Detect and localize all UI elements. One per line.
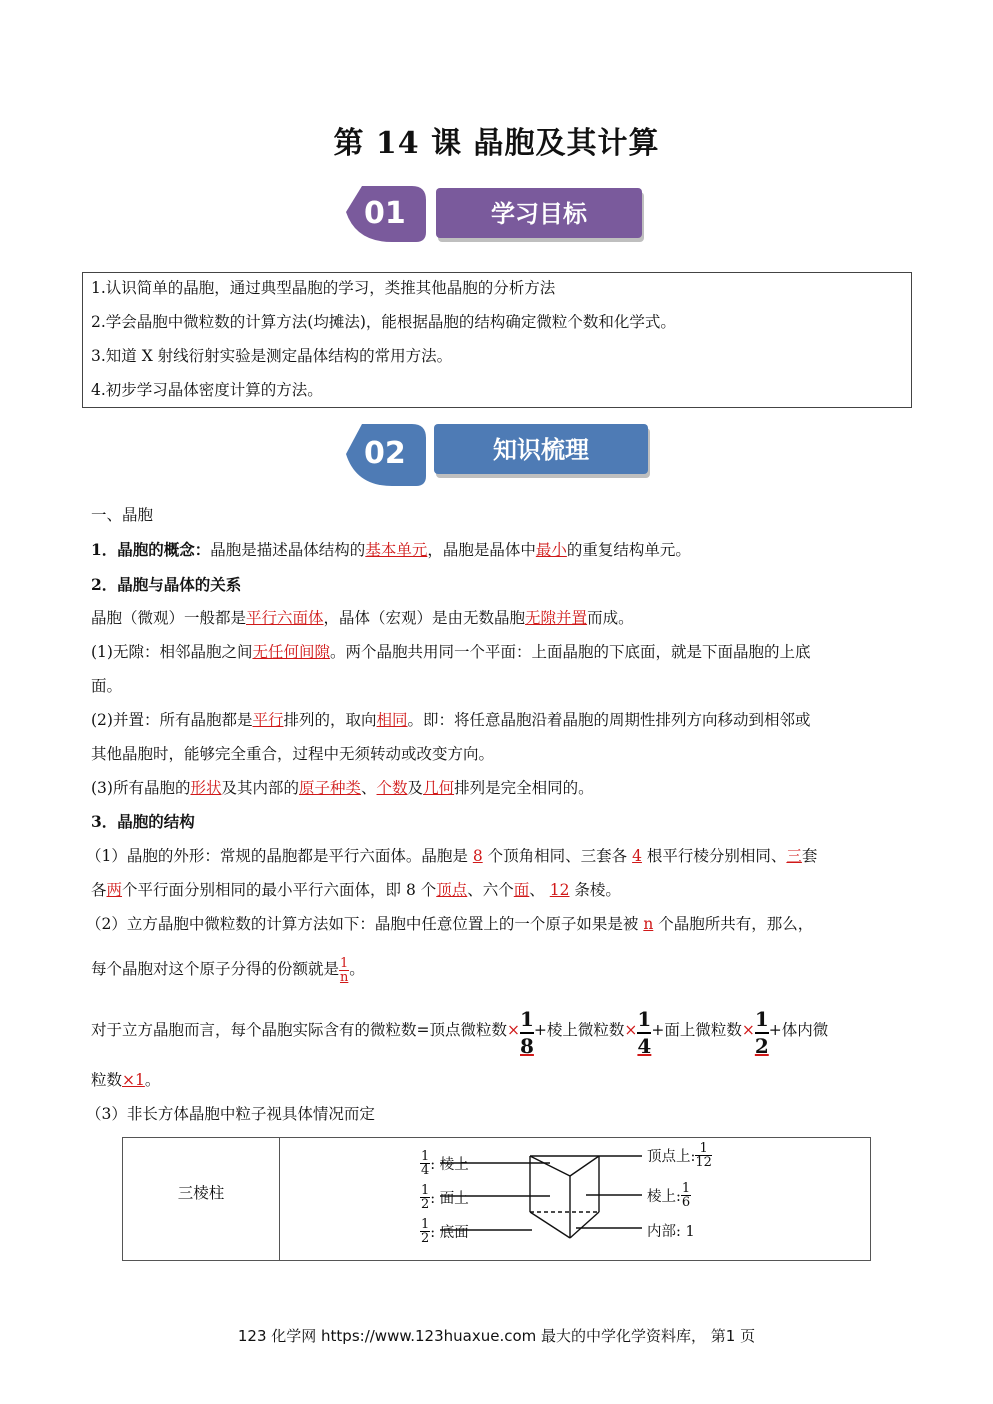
text: 对于立方晶胞而言，每个晶胞实际含有的微粒数=顶点微粒数 (91, 1021, 507, 1039)
fraction-1-over-n (339, 957, 349, 984)
text: 各 (91, 881, 107, 899)
fraction-numerator: 1 (755, 1006, 769, 1034)
answer-vertices: 顶点 (436, 881, 468, 899)
text: 个晶胞所共有，那么， (658, 915, 814, 933)
badge-02-number: 02 (364, 436, 406, 471)
answer-4: 4 (632, 847, 642, 865)
para-shape-cont (91, 880, 621, 900)
badge-02-label: 知识梳理 (493, 436, 589, 464)
fraction-1-over-4 (637, 1006, 651, 1058)
para-formula-cont (91, 1070, 160, 1090)
fraction-numerator: 1 (520, 1006, 534, 1034)
answer-two: 两 (106, 881, 123, 899)
text: 晶胞是描述晶体结构的 (210, 541, 366, 559)
para-relation (91, 608, 634, 628)
text: 、 (361, 779, 377, 797)
heading-relation: 2．晶胞与晶体的关系 (91, 575, 242, 594)
label-face-half (420, 1184, 469, 1211)
answer-n: n (643, 915, 654, 933)
label-base-half (420, 1218, 469, 1245)
fraction-denominator: 2 (421, 1231, 430, 1246)
text: 的重复结构单元。 (566, 541, 691, 559)
fraction-denominator: 4 (637, 1034, 652, 1058)
triangular-prism-diagram (280, 1138, 870, 1260)
answer-faces: 面 (513, 881, 530, 899)
times-sign: × (741, 1021, 755, 1039)
text: 及其内部的 (221, 779, 299, 797)
text: +体内微 (768, 1021, 829, 1039)
answer-parallelepiped: 平行六面体 (246, 609, 324, 627)
text: 、 (529, 881, 545, 899)
goal-1: 1.认识简单的晶胞，通过典型晶胞的学习，类推其他晶胞的分析方法 (91, 279, 556, 297)
fraction-1-over-2 (755, 1006, 769, 1058)
heading-unit-cell: 一、晶胞 (91, 506, 154, 524)
badge-01-number: 01 (364, 196, 406, 231)
fraction (420, 1184, 430, 1211)
goal-2: 2.学会晶胞中微粒数的计算方法(均摊法)，能根据晶胞的结构确定微粒个数和化学式。 (91, 313, 676, 331)
label-text: : 棱上 (430, 1157, 469, 1173)
para-identical (91, 778, 594, 798)
fraction (420, 1150, 430, 1177)
fraction (695, 1142, 712, 1169)
answer-same: 相同 (376, 711, 408, 729)
text: ，晶体（宏观）是由无数晶胞 (323, 609, 526, 627)
text: 。 (349, 960, 365, 978)
times-sign: × (507, 1021, 520, 1039)
text: 而成。 (587, 609, 634, 627)
fraction-denominator: 2 (754, 1034, 769, 1058)
text: ，晶胞是晶体中 (427, 541, 536, 559)
label-interior (647, 1220, 695, 1241)
goal-4: 4.初步学习晶体密度计算的方法。 (91, 381, 323, 399)
answer-basic-unit: 基本单元 (365, 541, 428, 559)
answer-three: 三 (786, 847, 802, 865)
label-edge-quarter (420, 1150, 469, 1177)
label-text: 内部: 1 (647, 1224, 695, 1240)
answer-12: 12 (549, 881, 570, 899)
para-shape (86, 846, 817, 866)
text: 。 (144, 1071, 161, 1089)
text: 晶胞（微观）一般都是 (91, 609, 247, 627)
text: （2）立方晶胞中微粒数的计算方法如下：晶胞中任意位置上的一个原子如果是被 (86, 915, 639, 933)
fraction-numerator: 1 (340, 955, 349, 971)
answer-8: 8 (472, 847, 483, 865)
para-non-cuboid: （3）非长方体晶胞中粒子视具体情况而定 (86, 1105, 375, 1123)
prism-table (122, 1137, 871, 1261)
text: 套 (801, 847, 818, 865)
concept-label: 1．晶胞的概念： (91, 540, 211, 559)
text: 排列的，取向 (283, 711, 377, 729)
text: (2)并置：所有晶胞都是 (91, 711, 253, 729)
fraction-denominator: 6 (681, 1195, 691, 1210)
text: 条棱。 (574, 881, 621, 899)
fraction-denominator: 12 (695, 1155, 712, 1170)
para-parallel (91, 710, 811, 730)
fraction (420, 1218, 430, 1245)
text: 。两个晶胞共用同一个平面：上面晶胞的下底面，就是下面晶胞的上底 (329, 643, 811, 661)
fraction (681, 1182, 691, 1209)
fraction-numerator: 1 (637, 1006, 651, 1034)
fraction-1-over-8 (520, 1006, 534, 1058)
para-gapless (91, 642, 811, 662)
label-text: : 面上 (430, 1191, 469, 1207)
text: (3)所有晶胞的 (91, 779, 191, 797)
times-sign: × (624, 1021, 638, 1039)
label-text: 棱上: (647, 1189, 681, 1205)
section-badge-02 (342, 418, 652, 490)
answer-no-gap: 无任何间隙 (252, 643, 330, 661)
answer-parallel: 平行 (252, 711, 284, 729)
para-counting-cont (91, 952, 365, 986)
page-title: 第 14 课 晶胞及其计算 (333, 126, 660, 161)
text: 个平行面分别相同的最小平行六面体，即 8 个 (122, 881, 437, 899)
page-footer: 123 化学网 https://www.123huaxue.com 最大的中学化学资料库， 第1 页 (237, 1327, 756, 1345)
text: 粒数 (91, 1071, 123, 1089)
text: 、六个 (467, 881, 514, 899)
answer-count: 个数 (376, 779, 408, 797)
answer-atom-type: 原子种类 (299, 779, 362, 797)
fraction-denominator: 2 (421, 1197, 430, 1212)
para-concept (91, 540, 691, 560)
fraction-denominator: 8 (520, 1034, 534, 1058)
times-one: ×1 (122, 1071, 145, 1089)
text: +面上微粒数 (651, 1021, 742, 1039)
text: 根平行棱分别相同、 (646, 847, 787, 865)
fraction-numerator: 1 (421, 1149, 430, 1164)
heading-structure: 3．晶胞的结构 (91, 812, 195, 831)
label-edge (647, 1182, 691, 1209)
answer-smallest: 最小 (535, 541, 567, 559)
answer-geometry: 几何 (423, 779, 455, 797)
label-text: : 底面 (430, 1225, 469, 1241)
learning-goals-box (82, 272, 912, 408)
text: (1)无隙：相邻晶胞之间 (91, 643, 253, 661)
para-counting (86, 914, 813, 934)
text: 个顶角相同、三套各 (487, 847, 628, 865)
fraction-numerator: 1 (695, 1142, 712, 1156)
answer-gapless: 无隙并置 (525, 609, 588, 627)
fraction-denominator: n (339, 969, 349, 985)
goal-3: 3.知道 X 射线衍射实验是测定晶体结构的常用方法。 (91, 347, 453, 365)
badge-01-label: 学习目标 (491, 200, 587, 228)
text: 每个晶胞对这个原子分得的份额就是 (91, 960, 340, 978)
table-row-label: 三棱柱 (177, 1184, 225, 1202)
answer-shape: 形状 (190, 779, 222, 797)
fraction-numerator: 1 (681, 1181, 691, 1196)
text: +棱上微粒数 (533, 1021, 625, 1039)
fraction-numerator: 1 (421, 1217, 430, 1232)
section-badge-01 (342, 182, 647, 246)
fraction-denominator: 4 (421, 1163, 430, 1178)
label-vertex (647, 1142, 712, 1169)
para-gapless-cont: 面。 (91, 677, 123, 695)
label-text: 顶点上: (647, 1149, 696, 1165)
text: 。即：将任意晶胞沿着晶胞的周期性排列方向移动到相邻或 (407, 711, 811, 729)
text: 及 (407, 779, 424, 797)
fraction-numerator: 1 (421, 1183, 430, 1198)
para-parallel-cont: 其他晶胞时，能够完全重合，过程中无须转动或改变方向。 (91, 745, 495, 763)
para-formula (91, 1002, 828, 1058)
text: （1）晶胞的外形：常规的晶胞都是平行六面体。晶胞是 (86, 847, 468, 865)
text: 排列是完全相同的。 (454, 779, 594, 797)
